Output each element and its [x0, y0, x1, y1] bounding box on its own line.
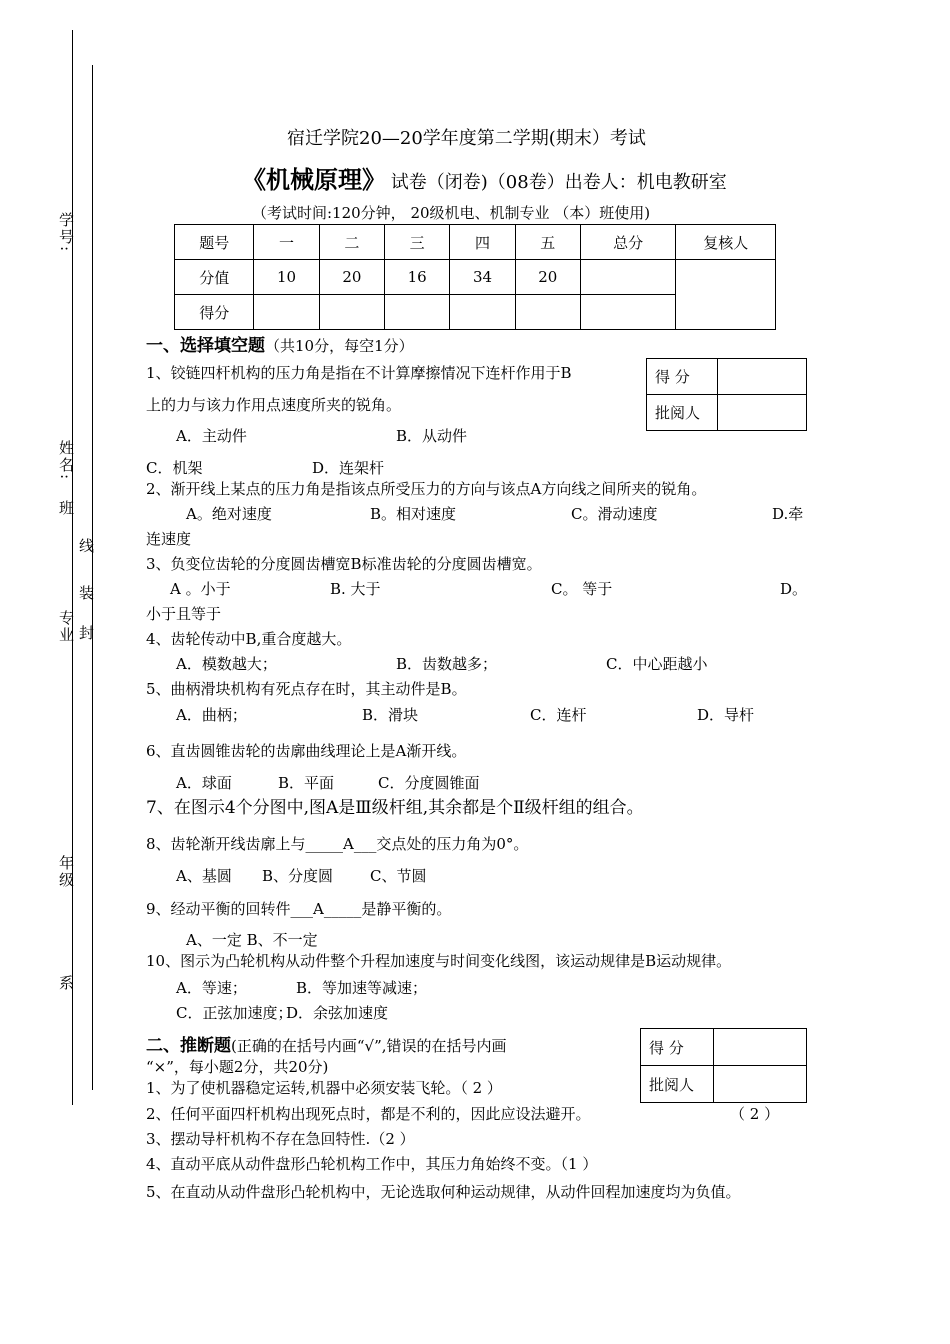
q5-option-b: B．滑块: [362, 706, 419, 724]
tf-q2-answer: （ 2 ）: [730, 1105, 780, 1123]
reviewer-cell[interactable]: [676, 260, 776, 330]
q7-stem: 7、在图示4个分图中,图A是Ⅲ级杆组,其余都是个Ⅱ级杆组的组合。: [146, 798, 644, 818]
q6-option-a: A．球面: [176, 774, 232, 792]
score-value-cell: 20: [515, 260, 580, 295]
score-row-label: 得分: [175, 295, 254, 330]
q2-option-a: A。绝对速度: [186, 505, 272, 523]
tf-q3: 3、摆动导杆机构不存在急回特性.（2 ）: [146, 1130, 415, 1148]
grader-score-label: 得 分: [647, 359, 718, 395]
score-value-cell: 20: [319, 260, 384, 295]
tf-q4: 4、直动平底从动件盘形凸轮机构工作中，其压力角始终不变。（1 ）: [146, 1155, 598, 1173]
q10-option-d: D．余弦加速度: [286, 1004, 389, 1022]
q3-option-d: D。: [780, 580, 808, 598]
q10-option-c: C．正弦加速度；: [176, 1004, 293, 1022]
q2-stem: 2、渐开线上某点的压力角是指该点所受压力的方向与该点A方向线之间所夹的锐角。: [146, 480, 707, 498]
score-entry-cell[interactable]: [254, 295, 319, 330]
exam-info: 试卷（闭卷)（08卷）出卷人：机电教研室: [390, 172, 727, 193]
q3-stem: 3、负变位齿轮的分度圆齿槽宽B标准齿轮的分度圆齿槽宽。: [146, 555, 542, 573]
q3-option-c: C。 等于: [551, 580, 613, 598]
q1-option-b: B．从动件: [396, 427, 468, 445]
score-table: [174, 224, 776, 330]
q8-option-b: B、分度圆: [262, 867, 334, 885]
score-header-cell: 四: [450, 225, 515, 260]
q4-option-c: C．中心距越小: [606, 655, 708, 673]
q10-option-b: B．等加速等减速；: [296, 979, 428, 997]
margin-class: 班: [57, 500, 75, 517]
section2-note-cont: “×”，每小题2分，共20分): [146, 1058, 329, 1076]
grader-reviewer-label: 批阅人: [641, 1066, 714, 1103]
section1-note: （共10分，每空1分）: [265, 337, 414, 355]
tf-q5: 5、在直动从动件盘形凸轮机构中，无论选取何种运动规律，从动件回程加速度均为负值。: [146, 1183, 741, 1201]
score-entry-cell[interactable]: [319, 295, 384, 330]
margin-line: 线: [77, 538, 95, 555]
score-header-cell: 五: [515, 225, 580, 260]
q5-stem: 5、曲柄滑块机构有死点存在时，其主动件是B。: [146, 680, 467, 698]
margin-inner-line: [92, 65, 93, 1090]
margin-student-id: 学号:: [57, 212, 75, 254]
score-entry-cell[interactable]: [450, 295, 515, 330]
q3-option-d-cont: 小于且等于: [146, 605, 222, 623]
q1-stem-cont: 上的力与该力作用点速度所夹的锐角。: [146, 396, 402, 414]
section1-grader-box: [646, 358, 807, 431]
q5-option-a: A．曲柄；: [176, 706, 247, 724]
score-value-cell: 34: [450, 260, 515, 295]
score-entry-cell[interactable]: [515, 295, 580, 330]
exam-header-line2: [242, 160, 727, 195]
section2-title: [146, 1031, 507, 1056]
score-header-cell: 复核人: [676, 225, 776, 260]
q8-option-a: A、基圆: [176, 867, 232, 885]
score-total-cell[interactable]: [580, 260, 675, 295]
tf-q1: 1、为了使机器稳定运转,机器中必须安装飞轮。（ 2 ）: [146, 1079, 502, 1097]
score-entry-cell[interactable]: [580, 295, 675, 330]
q1-option-a: A．主动件: [176, 427, 247, 445]
score-header-cell: 三: [385, 225, 450, 260]
section1-heading: 一、选择填空题: [146, 336, 265, 356]
grader-reviewer-cell[interactable]: [718, 395, 807, 431]
grader-reviewer-cell[interactable]: [714, 1066, 807, 1103]
margin-dept: 系: [57, 975, 75, 992]
q8-stem: 8、齿轮渐开线齿廓上与_____A___交点处的压力角为0°。: [146, 835, 529, 853]
grader-score-cell[interactable]: [714, 1029, 807, 1066]
q4-stem: 4、齿轮传动中B,重合度越大。: [146, 630, 352, 648]
q6-stem: 6、直齿圆锥齿轮的齿廓曲线理论上是A渐开线。: [146, 742, 467, 760]
q1-option-d: D．连架杆: [312, 459, 385, 477]
q2-option-b: B。相对速度: [370, 505, 457, 523]
margin-major: 专业: [57, 610, 75, 644]
tf-q2: 2、任何平面四杆机构出现死点时，都是不利的，因此应设法避开。: [146, 1105, 591, 1123]
q6-option-c: C．分度圆锥面: [378, 774, 480, 792]
q2-option-d: D.牵: [772, 505, 804, 523]
margin-outer-line: [72, 30, 73, 1105]
margin-bind: 装: [77, 585, 95, 602]
score-header-cell: 一: [254, 225, 319, 260]
q9-options: A、一定 B、不一定: [186, 931, 318, 949]
q2-option-d-cont: 连速度: [146, 530, 192, 548]
grader-score-cell[interactable]: [718, 359, 807, 395]
q9-stem: 9、经动平衡的回转件___A_____是静平衡的。: [146, 900, 452, 918]
score-value-cell: 16: [385, 260, 450, 295]
course-title: 《机械原理》: [242, 165, 386, 194]
q6-option-b: B．平面: [278, 774, 335, 792]
score-value-cell: 10: [254, 260, 319, 295]
q5-option-c: C．连杆: [530, 706, 587, 724]
q1-option-c: C．机架: [146, 459, 203, 477]
margin-name: 姓名:: [57, 440, 75, 482]
q3-option-b: B. 大于: [330, 580, 381, 598]
q1-stem: 1、铰链四杆机构的压力角是指在不计算摩擦情况下连杆作用于B: [146, 364, 572, 382]
q4-option-a: A．模数越大；: [176, 655, 277, 673]
score-header-cell: 题号: [175, 225, 254, 260]
margin-seal: 封: [77, 625, 95, 642]
score-entry-cell[interactable]: [385, 295, 450, 330]
score-row-label: 分值: [175, 260, 254, 295]
q10-stem: 10、图示为凸轮机构从动件整个升程加速度与时间变化线图，该运动规律是B运动规律。: [146, 952, 732, 970]
exam-header-line3: （考试时间:120分钟， 20级机电、机制专业 （本）班使用): [252, 204, 651, 222]
score-header-cell: 总分: [580, 225, 675, 260]
exam-header-line1: 宿迁学院20—20学年度第二学期(期末）考试: [287, 128, 646, 149]
margin-grade: 年级: [57, 855, 75, 889]
score-header-cell: 二: [319, 225, 384, 260]
grader-score-label: 得 分: [641, 1029, 714, 1066]
section2-grader-box: [640, 1028, 807, 1103]
q10-option-a: A．等速；: [176, 979, 247, 997]
section1-title: [146, 331, 414, 356]
q3-option-a: A 。小于: [170, 580, 231, 598]
section2-note: (正确的在括号内画“√”,错误的在括号内画: [231, 1037, 507, 1055]
section2-heading: 二、推断题: [146, 1036, 231, 1056]
q5-option-d: D．导杆: [697, 706, 755, 724]
q4-option-b: B．齿数越多；: [396, 655, 498, 673]
grader-reviewer-label: 批阅人: [647, 395, 718, 431]
q2-option-c: C。滑动速度: [571, 505, 658, 523]
q8-option-c: C、节圆: [370, 867, 427, 885]
